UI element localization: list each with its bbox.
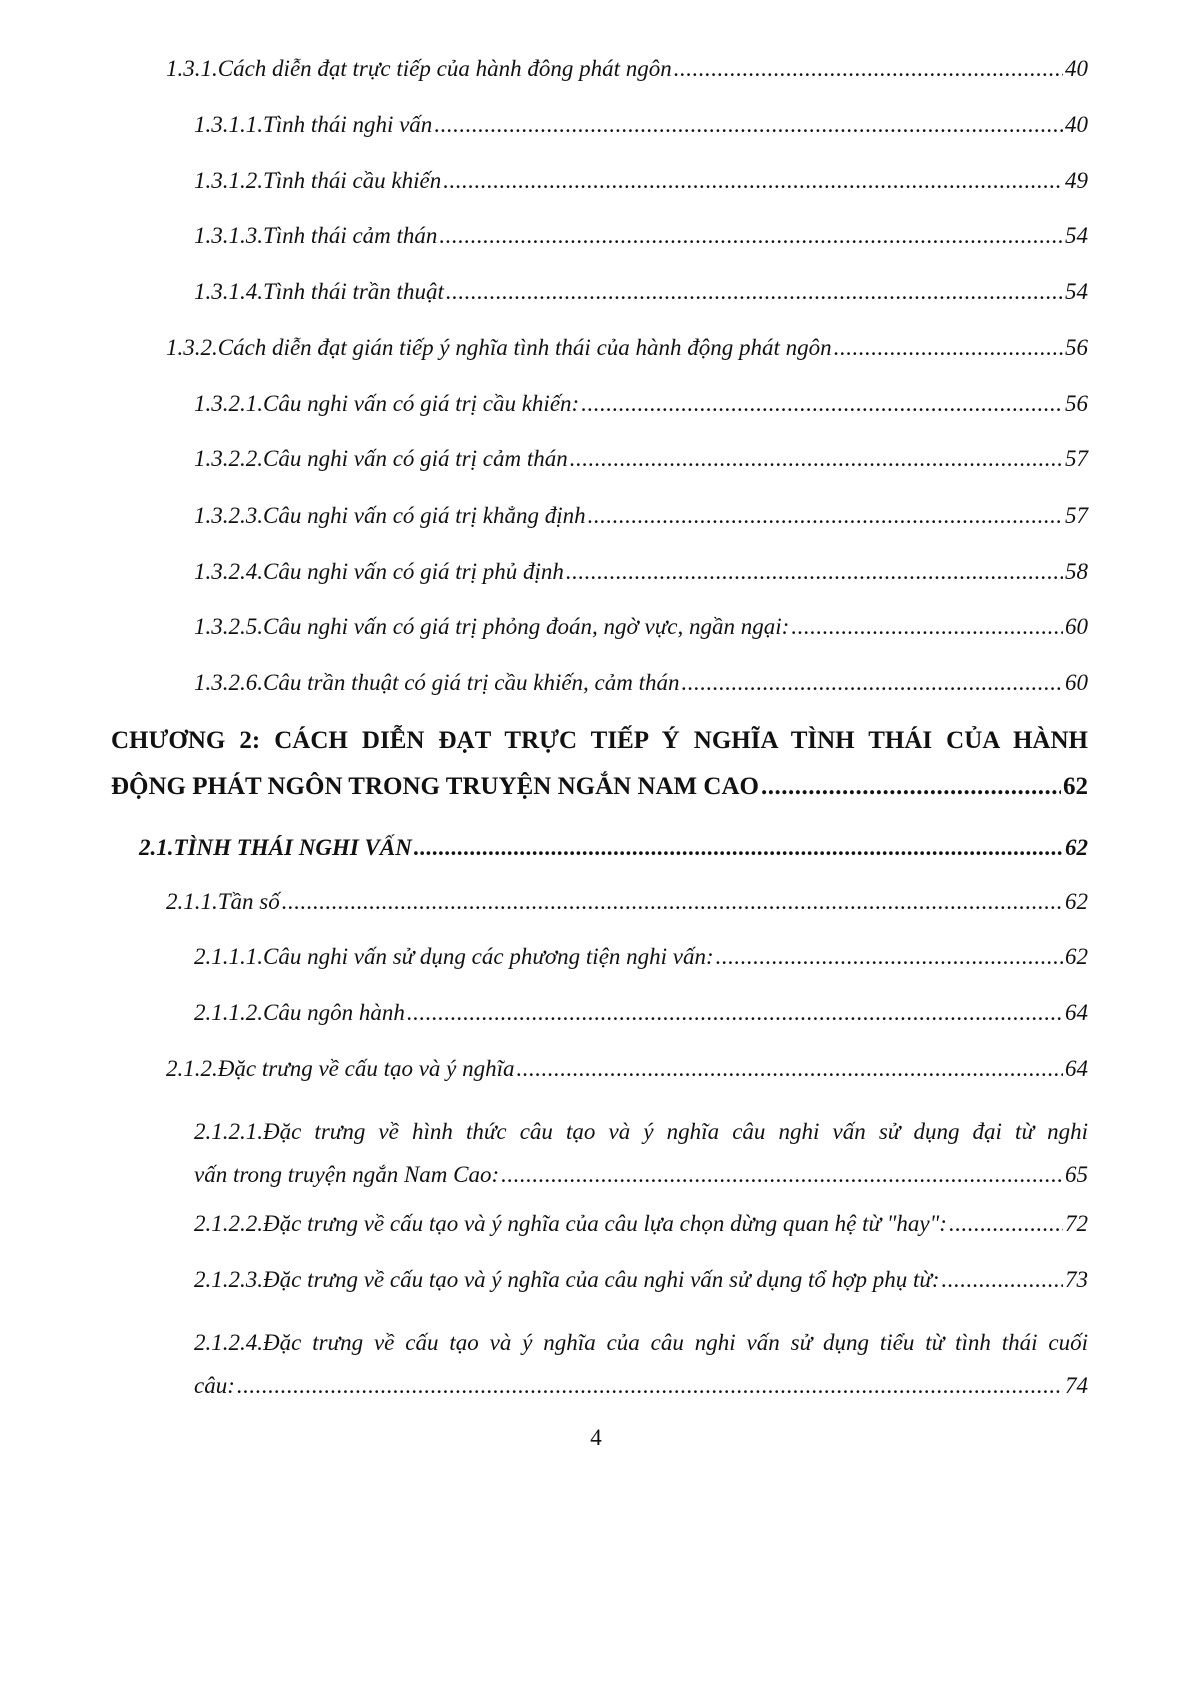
page-number: 4 [590,1425,602,1450]
toc-entry-title: Câu nghi vấn có giá trị khẳng định [263,503,586,528]
toc-entry[interactable] [194,998,1088,1027]
toc-entry-number: 2.1.2.2. [194,1211,263,1236]
leader-dots [716,942,1063,971]
toc-chapter-heading[interactable] [111,718,1088,810]
toc-entry-number: 1.3.1.4. [194,279,263,304]
toc-entry-page: 54 [1065,279,1088,304]
chapter-title-line1: CHƯƠNG 2: CÁCH DIỄN ĐẠT TRỰC TIẾP Ý NGHĨA TÌNH THÁI CỦA HÀNH [111,727,1088,754]
toc-entry[interactable] [194,1321,1088,1407]
toc-entry[interactable] [166,887,1088,916]
leader-dots [501,1153,1063,1196]
toc-entry[interactable] [194,501,1088,530]
toc-entry-page: 62 [1063,773,1088,800]
toc-entry-number: 1.3.2.3. [194,503,263,528]
leader-dots [570,444,1063,473]
leader-dots [682,668,1063,697]
toc-entry-page: 72 [1065,1211,1088,1236]
chapter-title-line2: ĐỘNG PHÁT NGÔN TRONG TRUYỆN NGẮN NAM CAO [111,773,759,800]
toc-entry-page: 73 [1065,1267,1088,1292]
leader-dots [674,54,1063,83]
leader-dots [446,277,1063,306]
toc-entry-number: 2.1.1. [166,889,218,914]
toc-entry-title: Đặc trưng về cấu tạo và ý nghĩa của câu nghi vấn sử dụng tổ hợp phụ từ: [263,1267,940,1292]
toc-entry[interactable] [194,557,1088,586]
toc-entry-number: 1.3.1. [166,56,218,81]
toc-entry-number: 2.1.2. [166,1056,218,1081]
toc-entry-page: 56 [1065,335,1088,360]
toc-entry[interactable] [166,54,1088,83]
leader-dots [517,1054,1063,1083]
toc-entry-title: Câu trần thuật có giá trị cầu khiến, cảm thán [263,670,680,695]
toc-entry-title: Tình thái cầu khiến [263,168,442,193]
toc-entry-page: 74 [1065,1373,1088,1398]
toc-entry-title: Câu nghi vấn có giá trị cảm thán [263,446,568,471]
toc-entry-number: 1.3.1.2. [194,168,263,193]
toc-entry[interactable] [194,166,1088,195]
leader-dots [834,333,1063,362]
leader-dots [566,557,1063,586]
toc-entry-number: 2.1.2.3. [194,1267,263,1292]
toc-entry-number: 2.1. [139,835,174,860]
toc-entry[interactable] [194,110,1088,139]
leader-dots [588,501,1063,530]
toc-entry-page: 65 [1065,1162,1088,1187]
toc-entry-number: 2.1.1.1. [194,944,263,969]
toc-entry-number: 2.1.1.2. [194,1000,263,1025]
toc-entry-page: 40 [1065,112,1088,137]
leader-dots [439,221,1063,250]
toc-entry-title: Đặc trưng về cấu tạo và ý nghĩa của câu lựa chọn dừng quan hệ từ "hay": [263,1211,947,1236]
toc-entry[interactable] [194,221,1088,250]
toc-entry-number: 2.1.2.4. [194,1330,263,1355]
toc-entry-number: 1.3.2. [166,335,218,360]
toc-entry-title: Tần số [217,889,280,914]
toc-entry-title-line1: Đặc trưng về hình thức câu tạo và ý nghĩa câu nghi vấn sử dụng đại từ nghi [263,1119,1088,1144]
toc-entry-number: 1.3.1.1. [194,112,263,137]
leader-dots [761,764,1061,810]
toc-entry-page: 49 [1065,168,1088,193]
toc-entry-number: 1.3.2.4. [194,559,263,584]
toc-entry-title: Cách diễn đạt gián tiếp ý nghĩa tình thái của hành động phát ngôn [217,335,832,360]
toc-entry-title: Tình thái cảm thán [263,223,438,248]
toc-entry[interactable] [194,1110,1088,1196]
toc-entry-page: 64 [1065,1000,1088,1025]
toc-entry-page: 62 [1065,835,1088,860]
toc-entry[interactable] [194,389,1088,418]
toc-entry[interactable] [194,277,1088,306]
toc-entry-number: 1.3.2.1. [194,391,263,416]
leader-dots [237,1364,1063,1407]
toc-entry[interactable] [194,1209,1088,1238]
toc-entry-number: 1.3.2.5. [194,614,263,639]
toc-entry-page: 57 [1065,503,1088,528]
toc-entry-page: 60 [1065,614,1088,639]
toc-entry-page: 58 [1065,559,1088,584]
toc-entry-page: 62 [1065,944,1088,969]
toc-entry-title: Tình thái trần thuật [263,279,444,304]
toc-entry-title: Câu ngôn hành [263,1000,405,1025]
toc-entry-title-line2: câu: [194,1373,235,1398]
toc-entry-title: Câu nghi vấn có giá trị phỏng đoán, ngờ vực, ngần ngại: [263,614,790,639]
toc-entry-title-line2: vấn trong truyện ngắn Nam Cao: [194,1162,500,1187]
leader-dots [791,612,1063,641]
toc-entry-page: 57 [1065,446,1088,471]
toc-entry-page: 60 [1065,670,1088,695]
toc-entry-title: TÌNH THÁI NGHI VẤN [173,835,412,860]
toc-entry[interactable] [166,1054,1088,1083]
toc-entry-title: Câu nghi vấn sử dụng các phương tiện nghi vấn: [263,944,714,969]
leader-dots [414,833,1063,862]
toc-entry[interactable] [166,333,1088,362]
toc-entry[interactable] [194,444,1088,473]
toc-entry-number: 1.3.2.6. [194,670,263,695]
leader-dots [282,887,1063,916]
toc-entry-number: 1.3.2.2. [194,446,263,471]
leader-dots [581,389,1063,418]
toc-section-entry[interactable] [139,833,1088,862]
toc-entry[interactable] [194,1265,1088,1294]
toc-entry-page: 64 [1065,1056,1088,1081]
toc-entry-page: 56 [1065,391,1088,416]
toc-entry-page: 54 [1065,223,1088,248]
leader-dots [407,998,1063,1027]
toc-entry-title: Đặc trưng về cấu tạo và ý nghĩa [217,1056,515,1081]
toc-entry[interactable] [194,612,1088,641]
toc-entry-title: Tình thái nghi vấn [263,112,433,137]
toc-entry[interactable] [194,668,1088,697]
toc-entry-title-line1: Đặc trưng về cấu tạo và ý nghĩa của câu nghi vấn sử dụng tiểu từ tình thái cuối [263,1330,1088,1355]
leader-dots [434,110,1063,139]
toc-entry-page: 62 [1065,889,1088,914]
toc-entry-page: 40 [1065,56,1088,81]
toc-entry-number: 2.1.2.1. [194,1119,263,1144]
leader-dots [949,1209,1063,1238]
toc-entry-title: Câu nghi vấn có giá trị cầu khiến: [263,391,580,416]
leader-dots [443,166,1063,195]
toc-entry-title: Câu nghi vấn có giá trị phủ định [263,559,564,584]
leader-dots [942,1265,1063,1294]
toc-entry-title: Cách diễn đạt trực tiếp của hành đông phát ngôn [217,56,672,81]
toc-entry-number: 1.3.1.3. [194,223,263,248]
toc-entry[interactable] [194,942,1088,971]
